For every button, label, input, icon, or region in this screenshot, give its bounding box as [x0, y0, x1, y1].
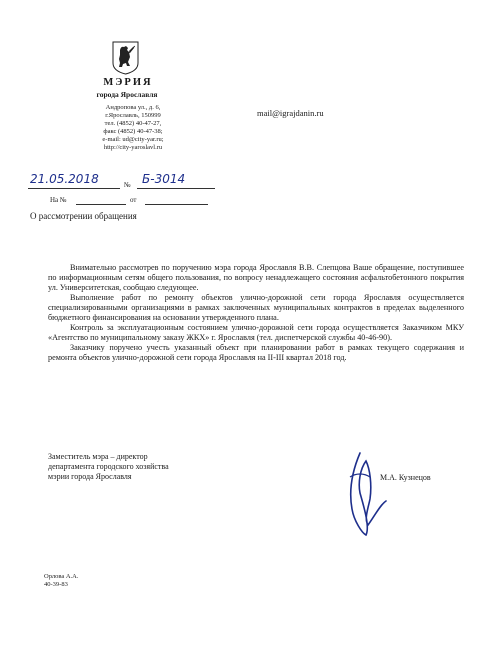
signatory-title-line: Заместитель мэра – директор	[48, 452, 148, 461]
handwritten-number: Б-3014	[142, 172, 186, 186]
executor-info	[44, 573, 78, 589]
executor-phone: 40-39-83	[44, 581, 68, 588]
address-email: e-mail: ud@city-yar.ru;	[102, 136, 164, 143]
signatory-name: М.А. Кузнецов	[380, 473, 431, 482]
signatory-title-line: департамента городского хозяйства	[48, 462, 169, 471]
handwritten-date: 21.05.2018	[30, 172, 99, 186]
body-paragraph: Внимательно рассмотрев по поручению мэра города Ярославля В.В. Слепцова Ваше обращение, поступившее по информационным сетям общего пользования, по вопросу ненадлежащего состояния асфальтобетонного покрытия ул. Университетская, сообщаю следующее.	[48, 263, 464, 292]
ref-underline	[76, 204, 126, 205]
letterhead-address	[91, 104, 175, 152]
body-paragraph: Выполнение работ по ремонту объектов улично-дорожной сети города Ярославля осуществляется специализированными организациями в рамках заключенных муниципальных контрактов в пределах выделенного бюджетного финансирования на основании утвержденного плана.	[48, 293, 464, 322]
address-phone: тел. (4852) 40-47-27,	[104, 120, 162, 127]
body-paragraph: Контроль за эксплуатационным состоянием улично-дорожной сети города осуществляется Заказчиком МКУ «Агентство по муниципальному заказу ЖКХ» г. Ярославля (тел. диспетчерской службы 40-46-90).	[48, 323, 464, 342]
executor-name: Орлова А.А.	[44, 573, 79, 580]
letterhead-city: города Ярославля	[96, 90, 158, 99]
recipient-email: mail@igrajdanin.ru	[257, 108, 324, 118]
from-underline	[145, 204, 208, 205]
from-label: от	[130, 196, 137, 204]
address-website: http://city-yaroslavl.ru	[103, 144, 163, 151]
signatory-title-line: мэрии города Ярославля	[48, 472, 132, 481]
date-underline	[28, 188, 120, 189]
letter-body	[48, 263, 464, 363]
letterhead-title: МЭРИЯ	[103, 77, 153, 88]
number-underline	[137, 188, 215, 189]
number-label: №	[124, 181, 131, 189]
address-fax: факс (4852) 40-47-38;	[103, 128, 163, 135]
body-paragraph: Заказчику поручено учесть указанный объект при планировании работ в рамках текущего содержания и ремонта объектов улично-дорожной сети города Ярославля на II-III квартал 2018 год.	[48, 343, 464, 362]
handwritten-signature	[330, 447, 390, 542]
ref-label: На №	[50, 196, 67, 204]
signatory-title	[48, 452, 169, 482]
bear-crest-icon	[112, 41, 139, 75]
subject-line: О рассмотрении обращения	[30, 211, 137, 221]
address-line: г.Ярославль, 150999	[105, 112, 161, 119]
address-line: Андропова ул., д. 6,	[105, 104, 161, 111]
